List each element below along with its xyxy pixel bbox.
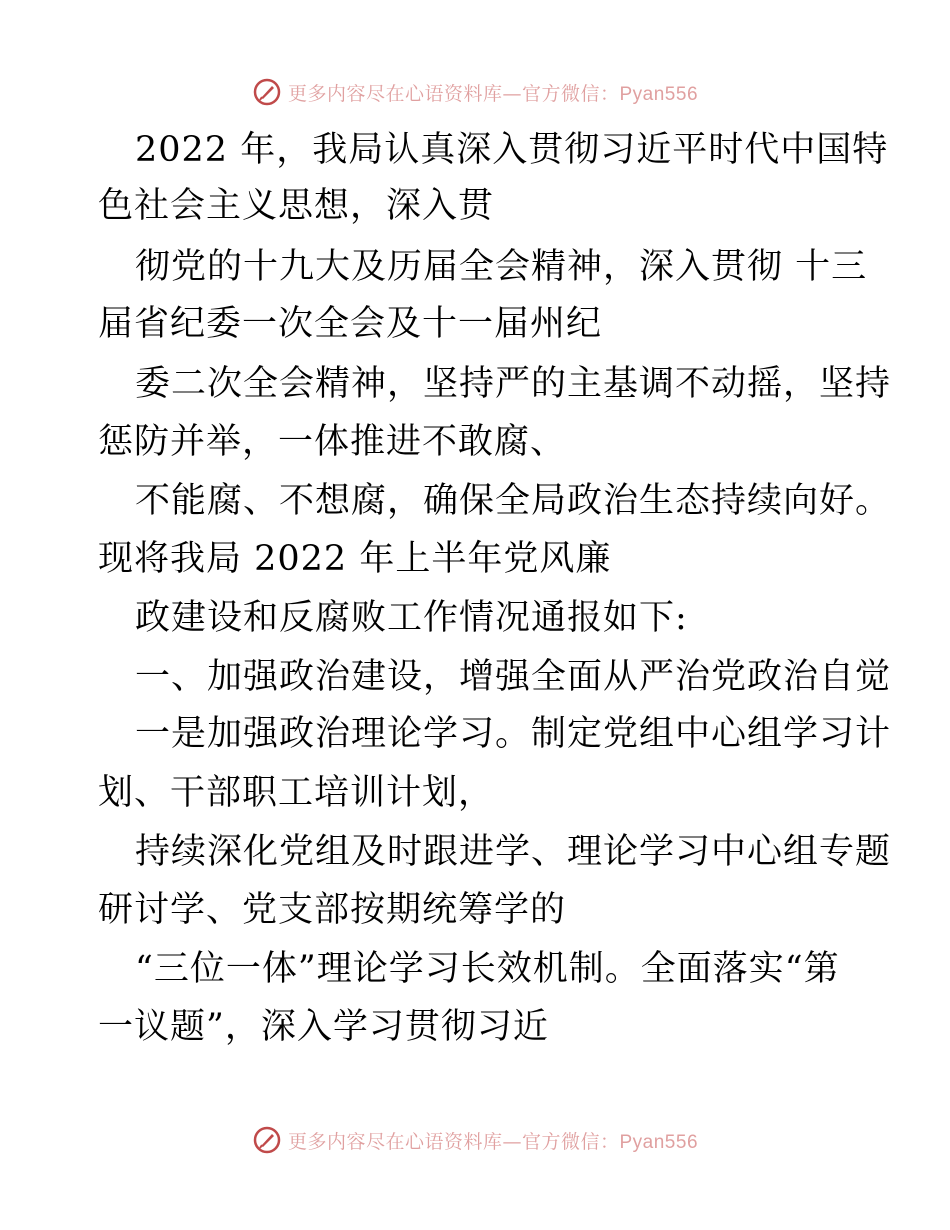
- body-line: 持续深化党组及时跟进学、理论学习中心组专题: [135, 832, 892, 872]
- watermark-text: [288, 79, 698, 106]
- body-line: 政建设和反腐败工作情况通报如下:: [135, 598, 688, 638]
- body-line: 划、干部职工培训计划，: [98, 773, 495, 813]
- section-heading: 一、加强政治建设，增强全面从严治党政治自觉: [135, 657, 892, 697]
- watermark-text: [288, 1127, 698, 1154]
- watermark-label: 更多内容尽在心语资料库—官方微信：: [287, 82, 620, 105]
- body-line: 不能腐、不想腐，确保全局政治生态持续向好。: [135, 481, 892, 521]
- watermark-id: Pyan556: [619, 1131, 699, 1153]
- body-line: 现将我局 2022 年上半年党风廉: [98, 539, 612, 579]
- body-line: 彻党的十九大及历届全会精神，深入贯彻 十三: [135, 247, 868, 287]
- quill-logo-icon: [252, 1125, 282, 1155]
- body-line: 一是加强政治理论学习。制定党组中心组学习计: [135, 714, 892, 754]
- watermark-top: [0, 72, 950, 112]
- watermark-id: Pyan556: [619, 83, 699, 105]
- body-line: 研讨学、党支部按期统筹学的: [98, 890, 567, 930]
- body-line: 惩防并举，一体推进不敢腐、: [98, 422, 567, 462]
- body-line: 届省纪委一次全会及十一届州纪: [98, 304, 603, 344]
- watermark-bottom: [0, 1120, 950, 1160]
- quill-logo-icon: [252, 77, 282, 107]
- watermark-label: 更多内容尽在心语资料库—官方微信：: [287, 1130, 620, 1153]
- body-line: 色社会主义思想，深入贯: [98, 186, 495, 226]
- body-line: 委二次全会精神，坚持严的主基调不动摇，坚持: [135, 364, 892, 404]
- body-line: “三位一体”理论学习长效机制。全面落实“第: [135, 949, 840, 989]
- body-line: 2022 年，我局认真深入贯彻习近平时代中国特: [135, 130, 889, 170]
- body-line: 一议题”，深入学习贯彻习近: [98, 1007, 549, 1047]
